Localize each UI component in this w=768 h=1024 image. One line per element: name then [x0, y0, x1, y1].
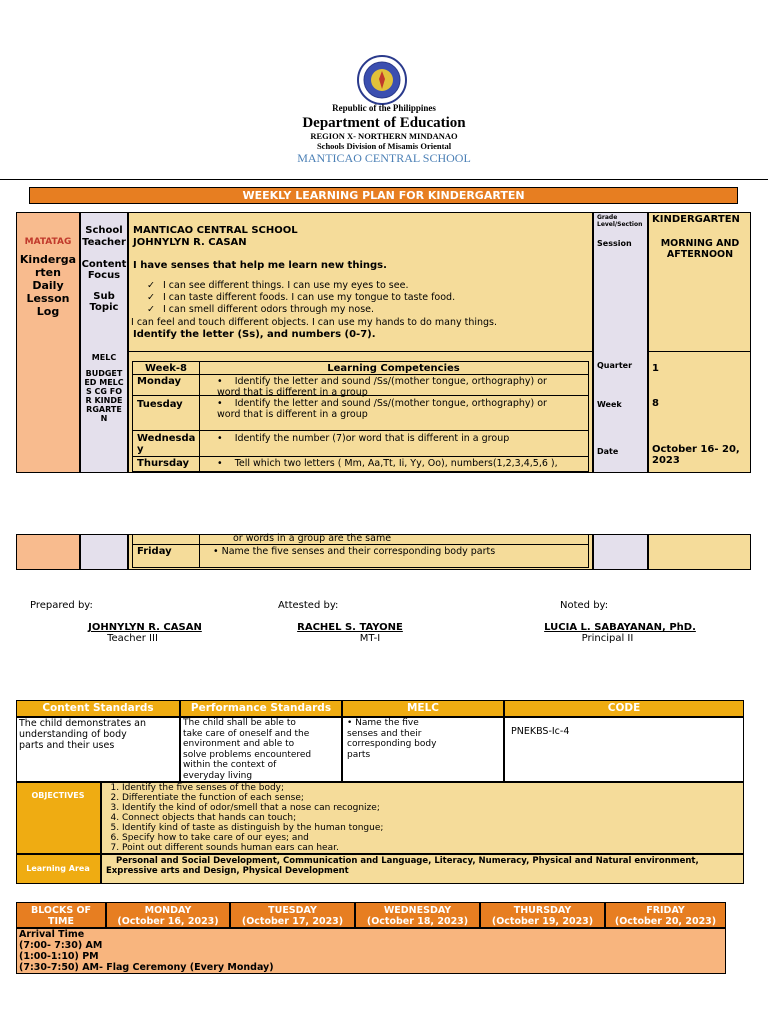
performance-standards-cell [180, 717, 342, 782]
prepared-by-label: Prepared by: [30, 600, 93, 611]
thursday-continued: or words in a group are the same [233, 533, 392, 544]
cont-label-cell [80, 534, 128, 570]
competency-monday: • Identify the letter and sound /Ss/(mother tongue, orthography) or word that is different in a group [217, 376, 547, 398]
competency-row-divider [133, 430, 588, 431]
melc-text: • Name the five senses and their corresponding body parts [347, 718, 437, 760]
melc-cell [342, 717, 504, 782]
objectives-label-cell [16, 782, 101, 854]
objective-item: 5. Identify kind of taste as distinguish by the human tongue; [122, 823, 743, 833]
session-value: MORNING AND AFTERNOON [660, 238, 740, 260]
lc-header: Learning Competencies [327, 363, 460, 374]
arrival-time-row [16, 928, 726, 974]
learning-area-label: Learning Area [26, 864, 90, 873]
school-value: MANTICAO CENTRAL SCHOOL [133, 225, 298, 236]
learning-area-cell [101, 854, 744, 884]
objective-item: 4. Connect objects that hands can touch; [122, 813, 743, 823]
competency-wednesday: • Identify the number (7)or word that is different in a group [217, 433, 510, 444]
objectives-label: OBJECTIVES [31, 791, 85, 800]
arrival-time-text: Arrival Time (7:00- 7:30) AM (1:00-1:10) PM (7:30-7:50) AM- Flag Ceremony (Every Monday) [19, 929, 274, 973]
teacher-value: JOHNYLYN R. CASAN [133, 237, 247, 248]
school-name: MANTICAO CENTRAL SCHOOL [297, 151, 471, 165]
date-label: Date [597, 447, 619, 456]
content-item: ✓ I can taste different foods. I can use my tongue to taste food. [147, 292, 455, 303]
matatag-logo: MATATAG [24, 237, 72, 247]
day-friday: Friday [137, 546, 172, 557]
competency-table [132, 361, 589, 472]
week-header: Week-8 [145, 363, 187, 374]
competency-tuesday: • Identify the letter and sound /Ss/(mother tongue, orthography) or word that is different in a group [217, 398, 547, 420]
objective-item: 7. Point out different sounds human ears can hear. [122, 843, 743, 853]
objective-item: 6. Specify how to take care of our eyes; and [122, 833, 743, 843]
competency-friday: • Name the five senses and their corresponding body parts [213, 546, 496, 557]
content-title: I have senses that help me learn new things. [133, 260, 387, 271]
cont-row-divider [133, 544, 588, 545]
noted-by-label: Noted by: [560, 600, 609, 611]
attested-by-name: RACHEL S. TAYONE [297, 622, 403, 633]
week-label: Week [597, 400, 622, 409]
objectives-list [104, 783, 743, 853]
schedule-day-wednesday: WEDNESDAY (October 18, 2023) [355, 902, 480, 928]
date-value: October 16- 20, 2023 [652, 444, 740, 466]
melc-label: MELC [91, 353, 117, 362]
grade-level-label: Grade Level/Section [597, 214, 643, 228]
schedule-day-friday: FRIDAY (October 20, 2023) [605, 902, 726, 928]
week-value: 8 [652, 398, 659, 409]
meta-divider [649, 351, 750, 352]
quarter-value: 1 [652, 363, 659, 374]
day-tuesday: Tuesday [137, 399, 183, 410]
noted-by-title: Principal II [581, 633, 634, 644]
cont-col-divider [199, 535, 200, 567]
quarter-label: Quarter [597, 361, 633, 370]
sub-topic-label: Sub Topic [89, 291, 119, 313]
log-meta-label-column [593, 212, 648, 473]
region-line: REGION X- NORTHERN MINDANAO [310, 131, 458, 141]
log-meta-value-column [648, 212, 751, 473]
header-code: CODE [504, 700, 744, 717]
attested-by-label: Attested by: [278, 600, 339, 611]
day-wednesday: Wednesday [137, 433, 196, 455]
attested-by-title: MT-I [359, 633, 381, 644]
objectives-cell [101, 782, 744, 854]
content-focus-label: Content Focus [81, 259, 127, 281]
cont-inner-table [132, 535, 589, 568]
content-standards-cell [16, 717, 180, 782]
log-left-column [16, 212, 80, 473]
learning-area-label-cell [16, 854, 101, 884]
objective-item: 3. Identify the kind of odor/smell that a nose can recognize; [122, 803, 743, 813]
competency-thursday: • Tell which two letters ( Mm, Aa,Tt, Ii, Yy, Oo), numbers(1,2,3,4,5,6 ), [217, 458, 558, 469]
department-name: Department of Education [302, 115, 466, 131]
header-performance-standards: Performance Standards [180, 700, 342, 717]
cont-meta-label-cell [593, 534, 648, 570]
content-standards-text: The child demonstrates an understanding of body parts and their uses [19, 718, 147, 751]
deped-seal [357, 55, 407, 105]
noted-by-name: LUCIA L. SABAYANAN, PhD. [544, 622, 696, 633]
content-extra: I can feel and touch different objects. I can use my hands to do many things. [131, 317, 498, 328]
blocks-of-time-header: BLOCKS OF TIME [16, 902, 106, 928]
banner-title: WEEKLY LEARNING PLAN FOR KINDERGARTEN [242, 189, 525, 202]
content-item: ✓ I can see different things. I can use my eyes to see. [147, 280, 455, 291]
cont-main-cell [128, 534, 593, 570]
cont-left-cell [16, 534, 80, 570]
budgeted-melc-label: BUDGETED MELCS CG FOR KINDERGARTEN [84, 369, 124, 423]
log-title: Kinderga rten Daily Lesson Log [19, 253, 77, 318]
school-label: School [85, 225, 123, 236]
schedule-day-monday: MONDAY (October 16, 2023) [106, 902, 230, 928]
grade-level-value: KINDERGARTEN [652, 214, 740, 225]
code-text: PNEKBS-Ic-4 [511, 726, 570, 737]
division-line: Schools Division of Misamis Oriental [316, 141, 452, 151]
schedule-day-tuesday: TUESDAY (October 17, 2023) [230, 902, 355, 928]
cont-meta-value-cell [648, 534, 751, 570]
header-divider [0, 179, 768, 180]
prepared-by-title: Teacher III [107, 633, 158, 644]
header-content-standards: Content Standards [16, 700, 180, 717]
code-cell [504, 717, 744, 782]
competency-row-divider [133, 456, 588, 457]
performance-standards-text: The child shall be able to take care of oneself and the environment and able to solve problems encountered within the context of everyday living [183, 718, 312, 781]
content-list [133, 280, 455, 315]
teacher-label: Teacher [82, 237, 126, 248]
header-melc: MELC [342, 700, 504, 717]
day-monday: Monday [137, 376, 182, 387]
content-item: ✓ I can smell different odors through my nose. [147, 304, 455, 315]
republic-line: Republic of the Philippines [332, 103, 436, 113]
schedule-day-thursday: THURSDAY (October 19, 2023) [480, 902, 605, 928]
session-label: Session [597, 239, 632, 248]
objective-item: 1. Identify the five senses of the body; [122, 783, 743, 793]
learning-area-text: Personal and Social Development, Communication and Language, Literacy, Numeracy, Physical and Natural environment, Expressive arts and Design, Physical Development [106, 856, 699, 876]
prepared-by-name: JOHNYLYN R. CASAN [88, 622, 202, 633]
log-label-column [80, 212, 128, 473]
content-identify: Identify the letter (Ss), and numbers (0-7). [133, 329, 376, 340]
objective-item: 2. Differentiate the function of each sense; [122, 793, 743, 803]
day-thursday: Thursday [137, 458, 190, 469]
weekly-plan-banner [29, 187, 738, 204]
competency-grid-divider [129, 351, 592, 352]
